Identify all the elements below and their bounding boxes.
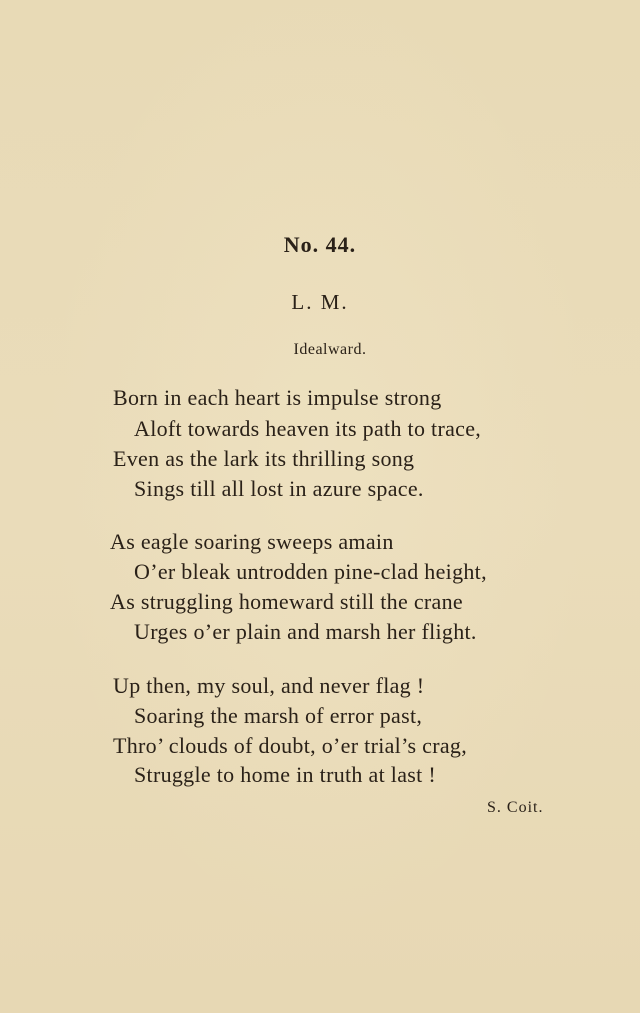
verse-line: Struggle to home in truth at last ! bbox=[134, 762, 436, 787]
verse-line: Thro’ clouds of doubt, o’er trial’s crag, bbox=[113, 733, 468, 758]
verse-line: As eagle soaring sweeps amain bbox=[110, 529, 394, 554]
verse-line: Up then, my soul, and never flag ! bbox=[113, 673, 425, 698]
hymn-title: Idealward. bbox=[293, 341, 367, 358]
verse-line: Aloft towards heaven its path to trace, bbox=[134, 416, 482, 441]
verse-line: Urges o’er plain and marsh her flight. bbox=[134, 619, 477, 644]
verse-line: Sings till all lost in azure space. bbox=[134, 476, 424, 501]
author-attribution: S. Coit. bbox=[487, 799, 544, 816]
hymn-meter: L. M. bbox=[291, 290, 349, 314]
verse-line: As struggling homeward still the crane bbox=[110, 589, 463, 614]
hymn-number: No. 44. bbox=[283, 232, 357, 257]
verse-line: Born in each heart is impulse strong bbox=[113, 385, 442, 410]
verse-line: Soaring the marsh of error past, bbox=[134, 703, 423, 728]
verse-line: Even as the lark its thrilling song bbox=[113, 446, 415, 471]
verse-line: O’er bleak untrodden pine-clad height, bbox=[134, 559, 487, 584]
